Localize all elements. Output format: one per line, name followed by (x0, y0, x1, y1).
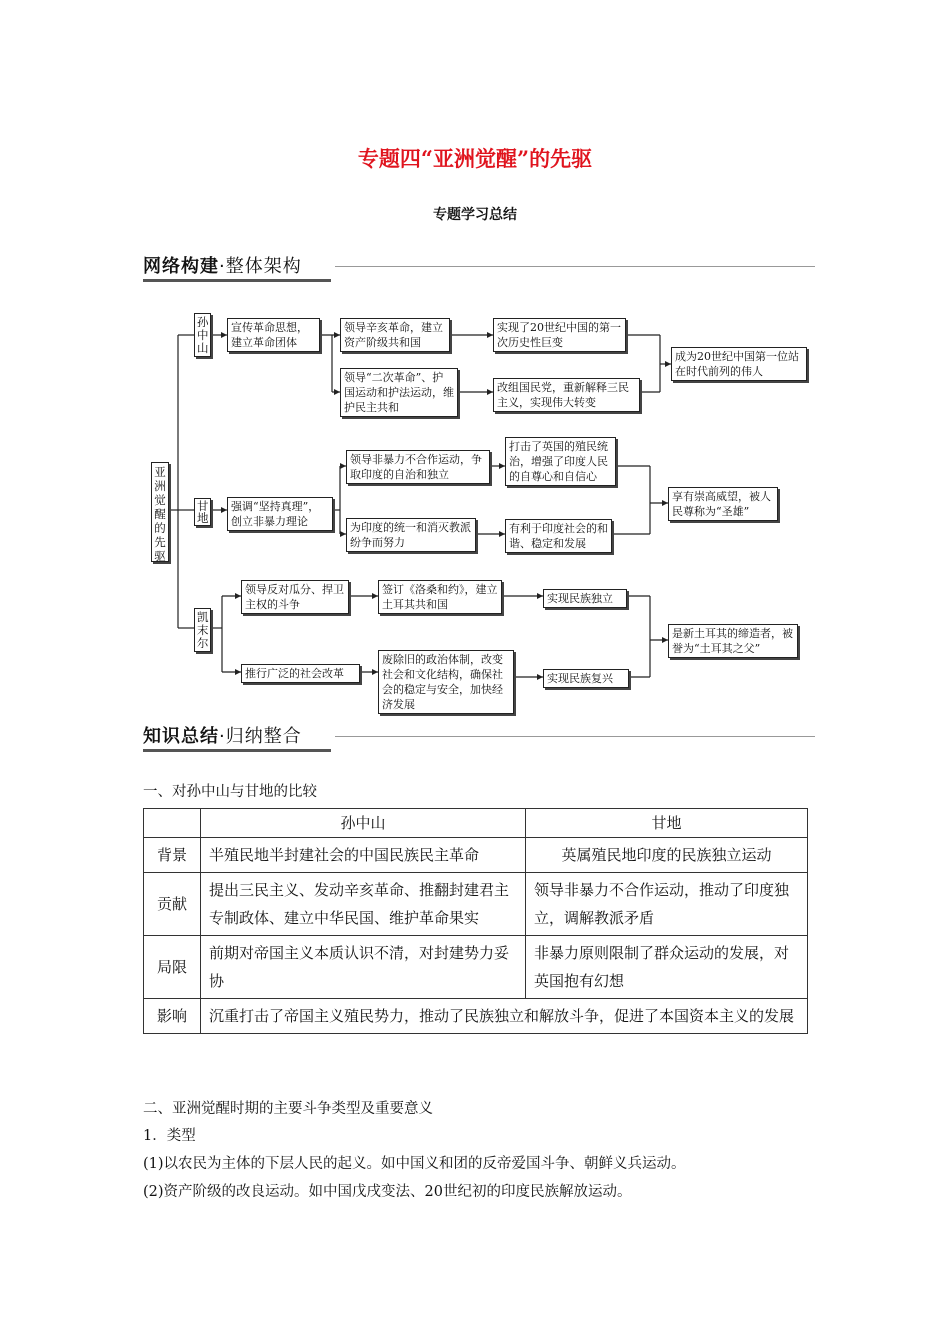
section-header-summary (143, 722, 815, 752)
table-row (144, 873, 808, 936)
table-cell: 前期对帝国主义本质认识不清，对封建势力妥协 (201, 936, 526, 999)
diagram-node: 改组国民党，重新解释三民主义，实现伟大转变 (493, 378, 640, 412)
diagram-node: 强调“坚持真理”，创立非暴力理论 (227, 497, 333, 531)
table-row (144, 809, 808, 838)
diagram-node: 打击了英国的殖民统治，增强了印度人民的自尊心和自信心 (505, 437, 616, 486)
row-label: 背景 (144, 838, 201, 873)
diagram-node: 享有崇高威望，被人民尊称为“圣雄” (668, 487, 778, 521)
section-main-label: 网络构建 (143, 256, 219, 277)
diagram-node: 领导反对瓜分、捍卫主权的斗争 (241, 580, 349, 614)
diagram-branch-ataturk: 凯末尔 (194, 608, 211, 652)
diagram-node: 领导“二次革命”、护国运动和护法运动，维护民主共和 (340, 368, 458, 417)
table-row (144, 936, 808, 999)
section-rule (335, 736, 815, 737)
section-header-network (143, 252, 815, 282)
diagram-node: 领导非暴力不合作运动，争取印度的自治和独立 (346, 450, 490, 484)
table-row (144, 999, 808, 1034)
page-subtitle: 专题学习总结 (433, 207, 517, 223)
diagram-node: 宣传革命思想，建立革命团体 (227, 318, 320, 352)
diagram-node: 实现民族独立 (543, 589, 627, 608)
table-cell: 沉重打击了帝国主义殖民势力，推动了民族独立和解放斗争，促进了本国资本主义的发展 (201, 999, 808, 1034)
column-header: 甘地 (526, 809, 808, 838)
diagram-node: 实现了20世纪中国的第一次历史性巨变 (493, 318, 626, 352)
diagram-node: 推行广泛的社会改革 (241, 664, 360, 683)
row-label: 局限 (144, 936, 201, 999)
diagram-node: 签订《洛桑和约》，建立土耳其共和国 (378, 580, 502, 614)
table-cell: 提出三民主义、发动辛亥革命、推翻封建君主专制政体、建立中华民国、维护革命果实 (201, 873, 526, 936)
diagram-root: 亚洲觉醒的先驱 (151, 462, 169, 562)
section-sub-label: ·整体架构 (219, 256, 302, 277)
diagram-node: 是新土耳其的缔造者，被誉为“土耳其之父” (668, 624, 798, 658)
part2-item: (2)资产阶级的改良运动。如中国戊戌变法、20世纪初的印度民族解放运动。 (143, 1184, 632, 1200)
table-cell: 非暴力原则限制了群众运动的发展，对英国抱有幻想 (526, 936, 808, 999)
diagram-node: 实现民族复兴 (543, 669, 629, 688)
diagram-node: 废除旧的政治体制，改变社会和文化结构，确保社会的稳定与安全，加快经济发展 (378, 650, 514, 714)
part2-subheading: 1．类型 (143, 1128, 196, 1144)
table-cell: 半殖民地半封建社会的中国民族民主革命 (201, 838, 526, 873)
comparison-heading: 一、对孙中山与甘地的比较 (143, 784, 317, 800)
row-label: 贡献 (144, 873, 201, 936)
table-row (144, 838, 808, 873)
row-label: 影响 (144, 999, 201, 1034)
diagram-node: 成为20世纪中国第一位站在时代前列的伟人 (671, 347, 807, 381)
diagram-branch-gandhi: 甘地 (194, 498, 211, 526)
table-cell: 领导非暴力不合作运动，推动了印度独立，调解教派矛盾 (526, 873, 808, 936)
section-sub-label: ·归纳整合 (219, 726, 302, 747)
diagram-node: 为印度的统一和消灭教派纷争而努力 (346, 518, 476, 552)
section-rule (335, 266, 815, 267)
table-cell: 英属殖民地印度的民族独立运动 (526, 838, 808, 873)
table-corner (144, 809, 201, 838)
part2-item: (1)以农民为主体的下层人民的起义。如中国义和团的反帝爱国斗争、朝鲜义兵运动。 (143, 1156, 686, 1172)
diagram-node: 有利于印度社会的和谐、稳定和发展 (505, 519, 612, 553)
section-main-label: 知识总结 (143, 726, 219, 747)
section-underline (143, 749, 331, 752)
page-title: 专题四“亚洲觉醒”的先驱 (357, 146, 593, 171)
diagram-node: 领导辛亥革命，建立资产阶级共和国 (340, 318, 450, 352)
part2-heading: 二、亚洲觉醒时期的主要斗争类型及重要意义 (143, 1101, 433, 1117)
comparison-table (143, 808, 808, 1034)
diagram-branch-sun: 孙中山 (194, 313, 211, 357)
column-header: 孙中山 (201, 809, 526, 838)
section-underline (143, 279, 331, 282)
